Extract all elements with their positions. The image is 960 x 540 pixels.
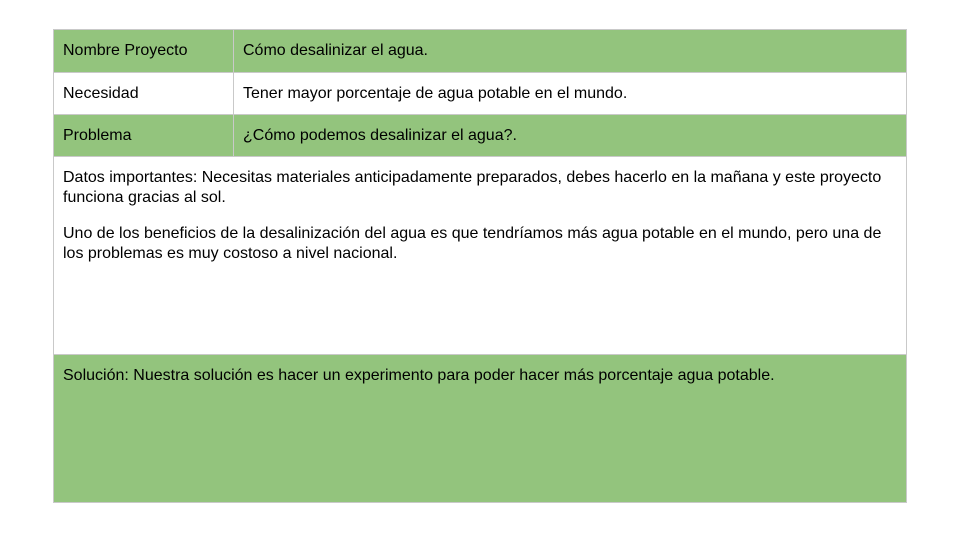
value-necesidad: Tener mayor porcentaje de agua potable en el mundo.: [234, 73, 907, 115]
cell-datos-importantes: [54, 157, 907, 355]
datos-paragraph-1: Datos importantes: Necesitas materiales anticipadamente preparados, debes hacerlo en la mañana y este proyecto funciona gracias al sol.: [63, 169, 882, 206]
cell-solucion: Solución: Nuestra solución es hacer un experimento para poder hacer más porcentaje agua potable.: [54, 355, 907, 503]
row-problema: [54, 115, 907, 157]
label-necesidad: Necesidad: [54, 73, 234, 115]
row-solucion: [54, 355, 907, 503]
value-nombre-proyecto: Cómo desalinizar el agua.: [234, 30, 907, 73]
row-datos-importantes: [54, 157, 907, 355]
label-problema: Problema: [54, 115, 234, 157]
label-nombre-proyecto: Nombre Proyecto: [54, 30, 234, 73]
project-table: [53, 29, 907, 503]
row-necesidad: [54, 73, 907, 115]
datos-paragraph-2: Uno de los beneficios de la desalinización del agua es que tendríamos más agua potable en el mundo, pero una de los problemas es muy costoso a nivel nacional.: [63, 225, 882, 262]
value-problema: ¿Cómo podemos desalinizar el agua?.: [234, 115, 907, 157]
row-nombre-proyecto: [54, 30, 907, 73]
